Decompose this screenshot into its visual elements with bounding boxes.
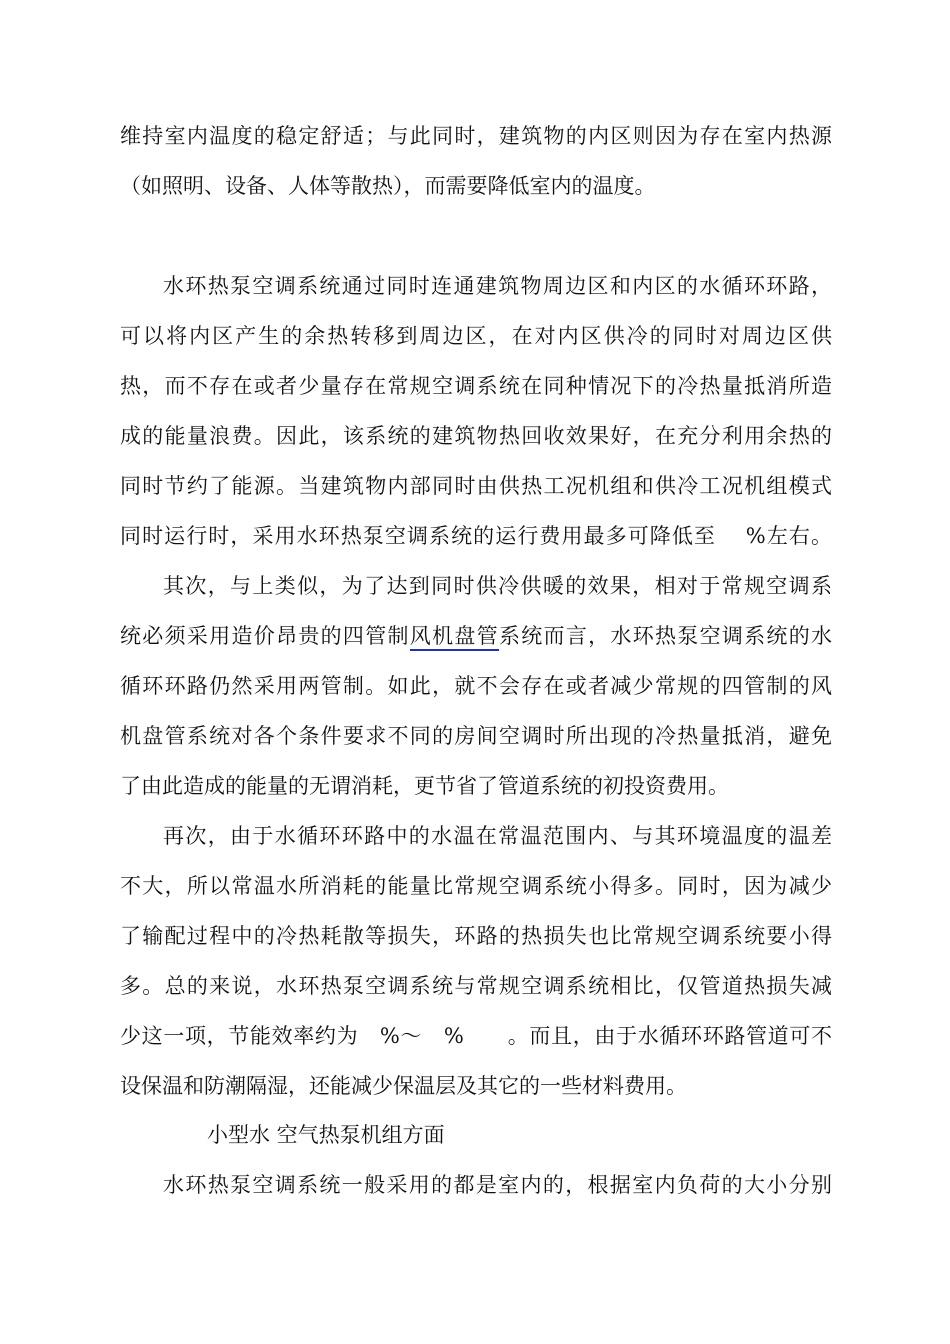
text-line: 多。总的来说，水环热泵空调系统与常规空调系统相比，仅管道热损失减 <box>120 974 832 998</box>
text-line: 了输配过程中的冷热耗散等损失，环路的热损失也比常规空调系统要小得 <box>120 924 832 948</box>
text-line: 设保温和防潮隔湿，还能减少保温层及其它的一些材料费用。 <box>120 1074 687 1098</box>
text-line: 同时运行时，采用水环热泵空调系统的运行费用最多可降低至 %左右。 <box>120 524 832 548</box>
text-line: （如照明、设备、人体等散热），而需要降低室内的温度。 <box>120 174 656 198</box>
text-line: 循环环路仍然采用两管制。如此，就不会存在或者减少常规的四管制的风 <box>120 674 832 698</box>
text-segment: 统必须采用造价昂贵的四管制 <box>120 624 410 648</box>
text-line: 成的能量浪费。因此，该系统的建筑物热回收效果好，在充分利用余热的 <box>120 424 832 448</box>
text-line: 少这一项，节能效率约为 %～ % 。而且，由于水循环环路管道可不 <box>120 1024 832 1048</box>
text-line: 了由此造成的能量的无谓消耗，更节省了管道系统的初投资费用。 <box>120 774 729 798</box>
text-line: 热，而不存在或者少量存在常规空调系统在同种情况下的冷热量抵消所造 <box>120 374 832 398</box>
text-line: 不大，所以常温水所消耗的能量比常规空调系统小得多。同时，因为减少 <box>120 874 832 898</box>
text-line: 水环热泵空调系统一般采用的都是室内的，根据室内负荷的大小分别 <box>163 1173 832 1197</box>
text-line: 水环热泵空调系统通过同时连通建筑物周边区和内区的水循环环路， <box>163 274 832 298</box>
text-line: 机盘管系统对各个条件要求不同的房间空调时所出现的冷热量抵消，避免 <box>120 724 832 748</box>
text-line: 维持室内温度的稳定舒适；与此同时，建筑物的内区则因为存在室内热源 <box>120 124 832 148</box>
fan-coil-link[interactable]: 风机盘管 <box>410 624 499 651</box>
section-heading: 小型水 空气热泵机组方面 <box>207 1123 445 1147</box>
text-line: 再次，由于水循环环路中的水温在常温范围内、与其环境温度的温差 <box>163 824 832 848</box>
text-line-with-link <box>120 619 832 653</box>
text-segment: 系统而言，水环热泵空调系统的水 <box>498 624 832 648</box>
text-line: 可以将内区产生的余热转移到周边区，在对内区供冷的同时对周边区供 <box>120 324 832 348</box>
text-line: 其次，与上类似，为了达到同时供冷供暖的效果，相对于常规空调系 <box>163 574 832 598</box>
text-line: 同时节约了能源。当建筑物内部同时由供热工况机组和供冷工况机组模式 <box>120 474 832 498</box>
